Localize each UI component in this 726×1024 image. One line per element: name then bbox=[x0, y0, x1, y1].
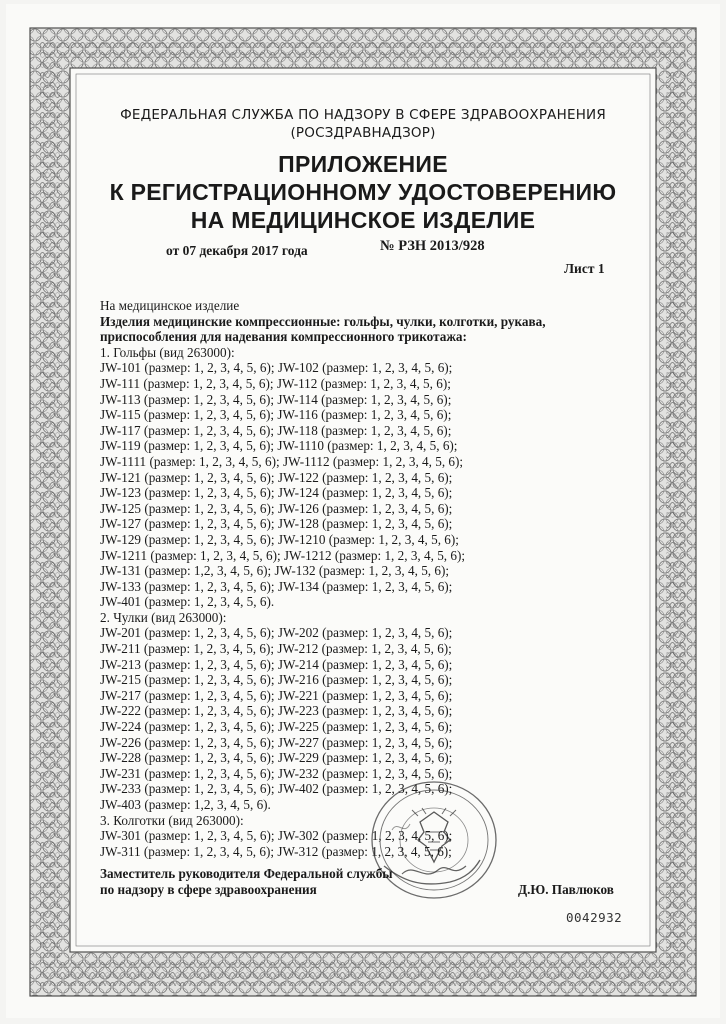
registration-number: № РЗН 2013/928 bbox=[380, 238, 485, 254]
list-item: JW-129 (размер: 1, 2, 3, 4, 5, 6); JW-1210 (размер: 1, 2, 3, 4, 5, 6); bbox=[100, 531, 459, 547]
title-line-3: НА МЕДИЦИНСКОЕ ИЗДЕЛИЕ bbox=[190, 207, 536, 233]
list-item: JW-115 (размер: 1, 2, 3, 4, 5, 6); JW-116 (размер: 1, 2, 3, 4, 5, 6); bbox=[100, 407, 452, 423]
document-title bbox=[0, 150, 726, 234]
list-item: JW-1111 (размер: 1, 2, 3, 4, 5, 6); JW-1112 (размер: 1, 2, 3, 4, 5, 6); bbox=[100, 453, 464, 469]
list-item: JW-111 (размер: 1, 2, 3, 4, 5, 6); JW-112 (размер: 1, 2, 3, 4, 5, 6); bbox=[100, 375, 451, 391]
list-item: JW-131 (размер: 1,2, 3, 4, 5, 6); JW-132 (размер: 1, 2, 3, 4, 5, 6); bbox=[100, 563, 450, 579]
list-item: JW-226 (размер: 1, 2, 3, 4, 5, 6); JW-227 (размер: 1, 2, 3, 4, 5, 6); bbox=[100, 734, 453, 750]
list-item: JW-121 (размер: 1, 2, 3, 4, 5, 6); JW-122 (размер: 1, 2, 3, 4, 5, 6); bbox=[100, 469, 453, 485]
list-item: JW-403 (размер: 1,2, 3, 4, 5, 6). bbox=[100, 797, 271, 812]
signatory-title bbox=[100, 866, 393, 898]
list-item: JW-211 (размер: 1, 2, 3, 4, 5, 6); JW-212 (размер: 1, 2, 3, 4, 5, 6); bbox=[100, 641, 452, 657]
list-item: JW-213 (размер: 1, 2, 3, 4, 5, 6); JW-214 (размер: 1, 2, 3, 4, 5, 6); bbox=[100, 656, 453, 672]
section-stockings-title: 2. Чулки (вид 263000): bbox=[100, 609, 227, 625]
list-item: JW-113 (размер: 1, 2, 3, 4, 5, 6); JW-114 (размер: 1, 2, 3, 4, 5, 6); bbox=[100, 391, 452, 407]
serial-number: 0042932 bbox=[566, 910, 623, 925]
signatory-name: Д.Ю. Павлюков bbox=[518, 882, 614, 897]
title-line-1: ПРИЛОЖЕНИЕ bbox=[278, 151, 448, 177]
list-item: JW-311 (размер: 1, 2, 3, 4, 5, 6); JW-312 (размер: 1, 2, 3, 4, 5, 6); bbox=[100, 843, 452, 859]
product-description-line-1: Изделия медицинские компрессионные: гольфы, чулки, колготки, рукава, bbox=[100, 313, 546, 329]
section-golfs-title: 1. Гольфы (вид 263000): bbox=[100, 344, 235, 360]
list-item: JW-215 (размер: 1, 2, 3, 4, 5, 6); JW-216 (размер: 1, 2, 3, 4, 5, 6); bbox=[100, 672, 453, 688]
list-item: JW-1211 (размер: 1, 2, 3, 4, 5, 6); JW-1212 (размер: 1, 2, 3, 4, 5, 6); bbox=[100, 547, 466, 563]
list-item: JW-201 (размер: 1, 2, 3, 4, 5, 6); JW-202 (размер: 1, 2, 3, 4, 5, 6); bbox=[100, 625, 453, 641]
list-item: JW-233 (размер: 1, 2, 3, 4, 5, 6); JW-402 (размер: 1, 2, 3, 4, 5, 6); bbox=[100, 781, 453, 797]
list-item: JW-125 (размер: 1, 2, 3, 4, 5, 6); JW-126 (размер: 1, 2, 3, 4, 5, 6); bbox=[100, 500, 453, 516]
section-tights-title: 3. Колготки (вид 263000): bbox=[100, 812, 244, 828]
list-item: JW-127 (размер: 1, 2, 3, 4, 5, 6); JW-128 (размер: 1, 2, 3, 4, 5, 6); bbox=[100, 516, 453, 532]
list-item: JW-231 (размер: 1, 2, 3, 4, 5, 6); JW-232 (размер: 1, 2, 3, 4, 5, 6); bbox=[100, 765, 453, 781]
list-item: JW-133 (размер: 1, 2, 3, 4, 5, 6); JW-134 (размер: 1, 2, 3, 4, 5, 6); bbox=[100, 578, 453, 594]
list-item: JW-228 (размер: 1, 2, 3, 4, 5, 6); JW-229 (размер: 1, 2, 3, 4, 5, 6); bbox=[100, 750, 453, 766]
issue-date: от 07 декабря 2017 года bbox=[166, 243, 308, 258]
signatory-title-line-2: по надзору в сфере здравоохранения bbox=[100, 882, 317, 897]
list-item: JW-117 (размер: 1, 2, 3, 4, 5, 6); JW-118 (размер: 1, 2, 3, 4, 5, 6); bbox=[100, 422, 452, 438]
list-item: JW-224 (размер: 1, 2, 3, 4, 5, 6); JW-225 (размер: 1, 2, 3, 4, 5, 6); bbox=[100, 719, 453, 735]
list-item: JW-123 (размер: 1, 2, 3, 4, 5, 6); JW-124 (размер: 1, 2, 3, 4, 5, 6); bbox=[100, 485, 453, 501]
title-line-2: К РЕГИСТРАЦИОННОМУ УДОСТОВЕРЕНИЮ bbox=[109, 179, 617, 205]
list-item: JW-301 (размер: 1, 2, 3, 4, 5, 6); JW-302 (размер: 1, 2, 3, 4, 5, 6); bbox=[100, 828, 453, 844]
signatory-title-line-1: Заместитель руководителя Федеральной службы bbox=[100, 866, 393, 881]
list-item: JW-401 (размер: 1, 2, 3, 4, 5, 6). bbox=[100, 594, 275, 610]
product-description-line-2: приспособления для надевания компрессионного трикотажа: bbox=[100, 329, 467, 345]
agency-abbreviation: (РОСЗДРАВНАДЗОР) bbox=[290, 125, 436, 141]
intro-text: На медицинское изделие bbox=[100, 298, 240, 313]
list-item: JW-222 (размер: 1, 2, 3, 4, 5, 6); JW-223 (размер: 1, 2, 3, 4, 5, 6); bbox=[100, 703, 453, 719]
list-item: JW-101 (размер: 1, 2, 3, 4, 5, 6); JW-102 (размер: 1, 2, 3, 4, 5, 6); bbox=[100, 360, 453, 376]
list-item: JW-217 (размер: 1, 2, 3, 4, 5, 6); JW-221 (размер: 1, 2, 3, 4, 5, 6); bbox=[100, 687, 453, 703]
agency-name: ФЕДЕРАЛЬНАЯ СЛУЖБА ПО НАДЗОРУ В СФЕРЕ ЗДРАВООХРАНЕНИЯ bbox=[120, 107, 606, 123]
agency-header bbox=[0, 106, 726, 142]
sheet-number: Лист 1 bbox=[564, 261, 605, 276]
list-item: JW-119 (размер: 1, 2, 3, 4, 5, 6); JW-1110 (размер: 1, 2, 3, 4, 5, 6); bbox=[100, 438, 458, 454]
product-list bbox=[100, 298, 620, 859]
